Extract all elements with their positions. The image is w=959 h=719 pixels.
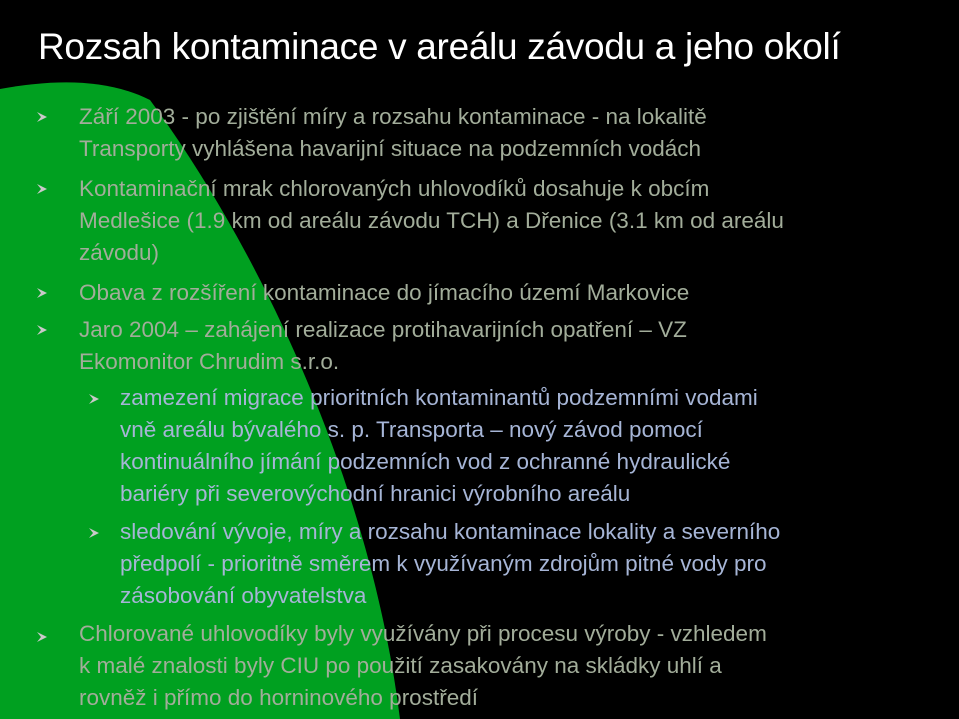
bullet-line: Obava z rozšíření kontaminace do jímacího území Markovice [79, 280, 690, 305]
sub-bullet-line: sledování vývoje, míry a rozsahu kontaminace lokality a severního [120, 519, 781, 544]
bullet-line: Jaro 2004 – zahájení realizace protihavarijních opatření – VZ [79, 317, 687, 342]
arrowhead-icon [36, 111, 48, 123]
sub-bullet-line: zásobování obyvatelstva [120, 583, 367, 608]
arrowhead-icon [36, 183, 48, 195]
bullet-line: závodu) [79, 240, 160, 265]
arrowhead-icon [36, 324, 48, 336]
bullet-line: Chlorované uhlovodíky byly využívány při procesu výroby - vzhledem [79, 621, 767, 646]
sub-bullet-line: vně areálu bývalého s. p. Transporta – nový závod pomocí [120, 417, 703, 442]
bullet-line: k malé znalosti byly CIU po použití zasakovány na skládky uhlí a [79, 653, 722, 678]
bullet-line: rovněž i přímo do horninového prostředí [79, 685, 478, 710]
bullet-line: Ekomonitor Chrudim s.r.o. [79, 349, 340, 374]
bullet-line: Kontaminační mrak chlorovaných uhlovodíků dosahuje k obcím [79, 176, 710, 201]
arrowhead-icon [36, 631, 48, 643]
sub-bullet-line: zamezení migrace prioritních kontaminantů podzemními vodami [120, 385, 758, 410]
arrowhead-icon [88, 393, 100, 405]
arrowhead-icon [88, 527, 100, 539]
sub-bullet-line: kontinuálního jímání podzemních vod z ochranné hydraulické [120, 449, 731, 474]
sub-bullet-line: bariéry při severovýchodní hranici výrobního areálu [120, 481, 631, 506]
slide-title: Rozsah kontaminace v areálu závodu a jeho okolí [38, 26, 841, 67]
sub-bullet-line: předpolí - prioritně směrem k využívaným zdrojům pitné vody pro [120, 551, 767, 576]
arrowhead-icon [36, 287, 48, 299]
bullet-line: Září 2003 - po zjištění míry a rozsahu kontaminace - na lokalitě [79, 104, 707, 129]
bullet-line: Medlešice (1.9 km od areálu závodu TCH) a Dřenice (3.1 km od areálu [79, 208, 784, 233]
bullet-line: Transporty vyhlášena havarijní situace na podzemních vodách [79, 136, 702, 161]
